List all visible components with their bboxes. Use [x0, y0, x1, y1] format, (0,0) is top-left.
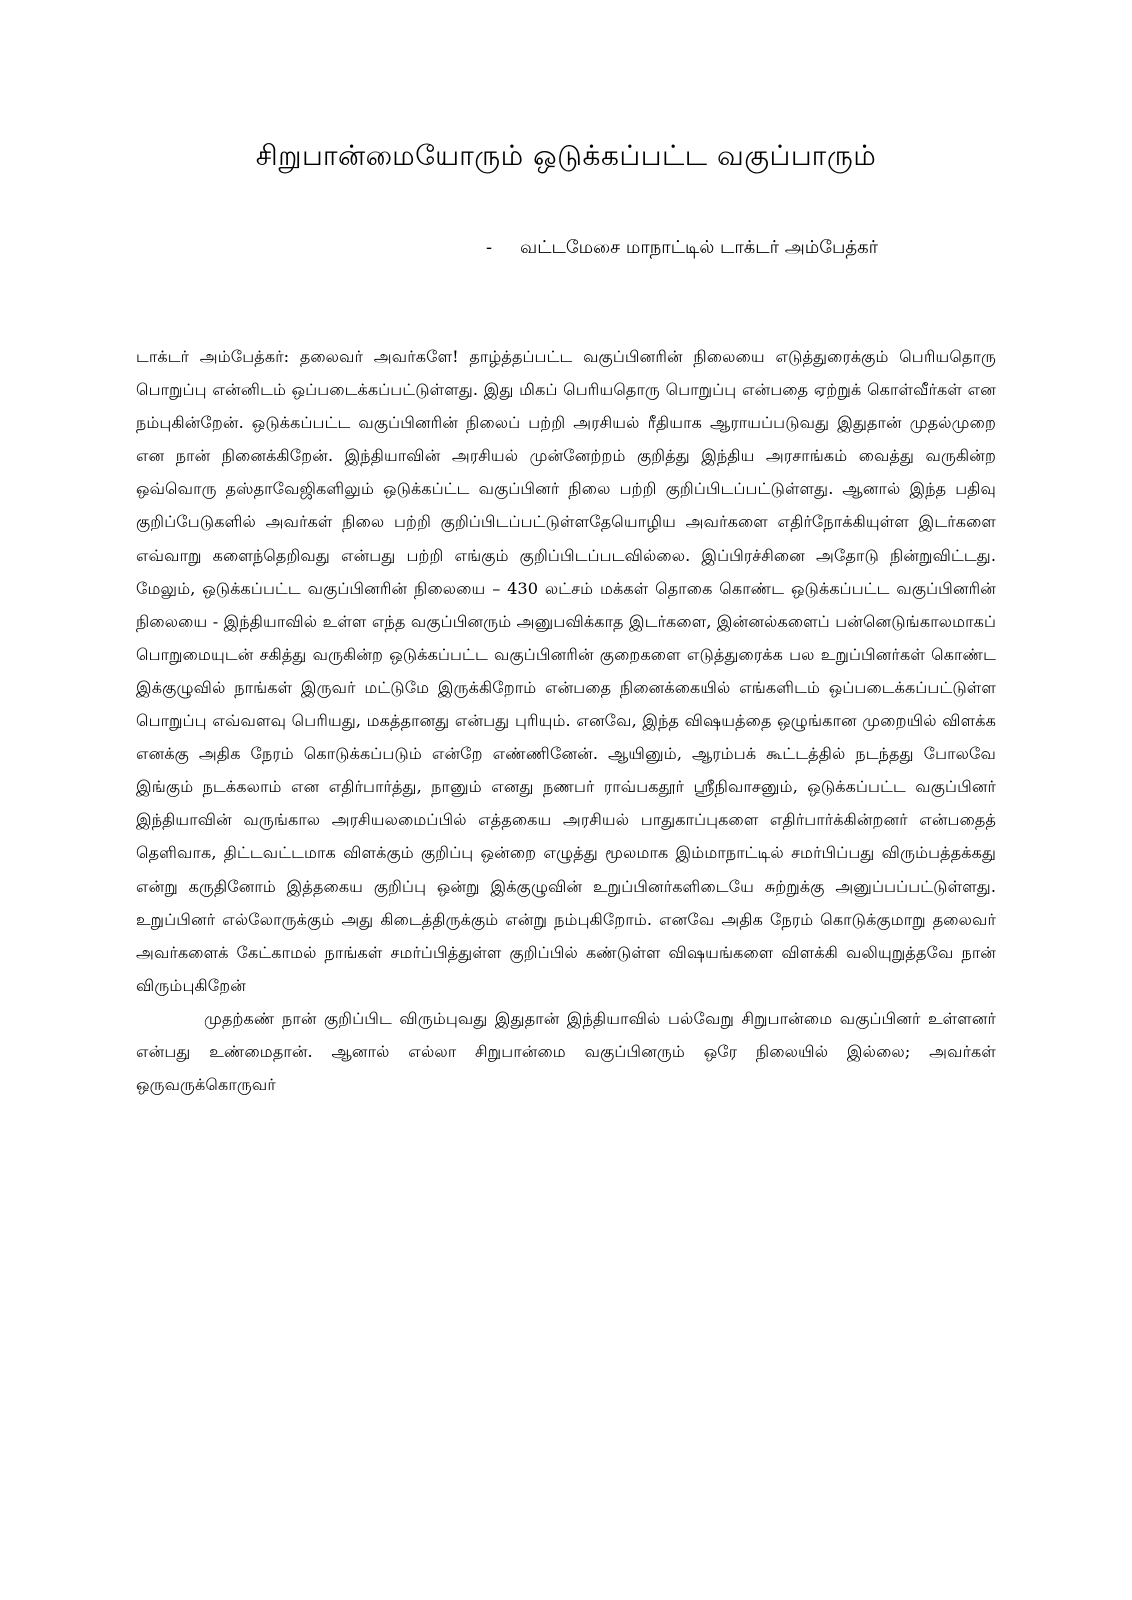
byline-text: வட்டமேசை மாநாட்டில் டாக்டர் அம்பேத்கர் [520, 237, 879, 258]
byline-dash: - [486, 237, 493, 258]
paragraph-2: முதற்கண் நான் குறிப்பிட விரும்புவது இதுதான் இந்தியாவில் பல்வேறு சிறுபான்மை வகுப்பினர் உள்ளனர் என்பது உண்மைதான். ஆனால் எல்லா சிறுபான்மை வகுப்பினரும் ஒரே நிலையில் இல்லை; அவர்கள் ஒருவருக்கொருவர் [136, 1008, 996, 1095]
body-text [136, 340, 996, 1101]
page-title: சிறுபான்மையோரும் ஒடுக்கப்பட்ட வகுப்பாரும் [255, 139, 877, 172]
paragraph-1: டாக்டர் அம்பேத்கர்: தலைவர் அவர்களே! தாழ்த்தப்பட்ட வகுப்பினரின் நிலையை எடுத்துரைக்கும் பெரியதொரு பொறுப்பு என்னிடம் ஒப்படைக்கப்பட்டுள்ளது. இது மிகப் பெரியதொரு பொறுப்பு என்பதை ஏற்றுக் கொள்வீர்கள் என நம்புகின்றேன். ஒடுக்கப்பட்ட வகுப்பினரின் நிலைப் பற்றி அரசியல் ரீதியாக ஆராயப்படுவது இதுதான் முதல்முறை என நான் நினைக்கிறேன். இந்தியாவின் அரசியல் முன்னேற்றம் குறித்து இந்திய அரசாங்கம் வைத்து வருகின்ற ஒவ்வொரு தஸ்தாவேஜிகளிலும் ஒடுக்கப்ட்ட வகுப்பினர் நிலை பற்றி குறிப்பிடப்பட்டுள்ளது. ஆனால் இந்த பதிவு குறிப்பேடுகளில் அவர்கள் நிலை பற்றி குறிப்பிடப்பட்டுள்ளதேயொழிய அவர்களை எதிர்நோக்கியுள்ள இடர்களை எவ்வாறு களைந்தெறிவது என்பது பற்றி எங்கும் குறிப்பிடப்படவில்லை. இப்பிரச்சினை அதோடு நின்றுவிட்டது. மேலும், ஒடுக்கப்பட்ட வகுப்பினரின் நிலையை – 430 லட்சம் மக்கள் தொகை கொண்ட ஒடுக்கப்பட்ட வகுப்பினரின் நிலையை - இந்தியாவில் உள்ள எந்த வகுப்பினரும் அனுபவிக்காத இடர்களை, இன்னல்களைப் பன்னெடுங்காலமாகப் பொறுமையுடன் சகித்து வருகின்ற ஒடுக்கப்பட்ட வகுப்பினரின் குறைகளை எடுத்துரைக்க பல உறுப்பினர்கள் கொண்ட இக்குழுவில் நாங்கள் இருவர் மட்டுமே இருக்கிறோம் என்பதை நினைக்கையில் எங்களிடம் ஒப்படைக்கப்பட்டுள்ள பொறுப்பு எவ்வளவு பெரியது, மகத்தானது என்பது புரியும். எனவே, இந்த விஷயத்தை ஒழுங்கான முறையில் விளக்க எனக்கு அதிக நேரம் கொடுக்கப்படும் என்றே எண்ணினேன். ஆயினும், ஆரம்பக் கூட்டத்தில் நடந்தது போலவே இங்கும் நடக்கலாம் என எதிர்பார்த்து, நானும் எனது நணபர் ராவ்பகதூர் ஸ்ரீநிவாசனும், ஒடுக்கப்பட்ட வகுப்பினர் இந்தியாவின் வருங்கால அரசியலமைப்பில் எத்தகைய அரசியல் பாதுகாப்புகளை எதிர்பார்க்கின்றனர் என்பதைத் தெளிவாக, திட்டவட்டமாக விளக்கும் குறிப்பு ஒன்றை எழுத்து மூலமாக இம்மாநாட்டில் சமர்பிப்பது விரும்பத்தக்கது என்று கருதினோம் இத்தகைய குறிப்பு ஒன்று இக்குழுவின் உறுப்பினர்களிடையே சுற்றுக்கு அனுப்பப்பட்டுள்ளது. உறுப்பினர் எல்லோருக்கும் அது கிடைத்திருக்கும் என்று நம்புகிறோம். எனவே அதிக நேரம் கொடுக்குமாறு தலைவர் அவர்களைக் கேட்காமல் நாங்கள் சமர்ப்பித்துள்ள குறிப்பில் கண்டுள்ள விஷயங்களை விளக்கி வலியுறுத்தவே நான் விரும்புகிறேன் [136, 347, 996, 995]
byline [486, 234, 878, 262]
